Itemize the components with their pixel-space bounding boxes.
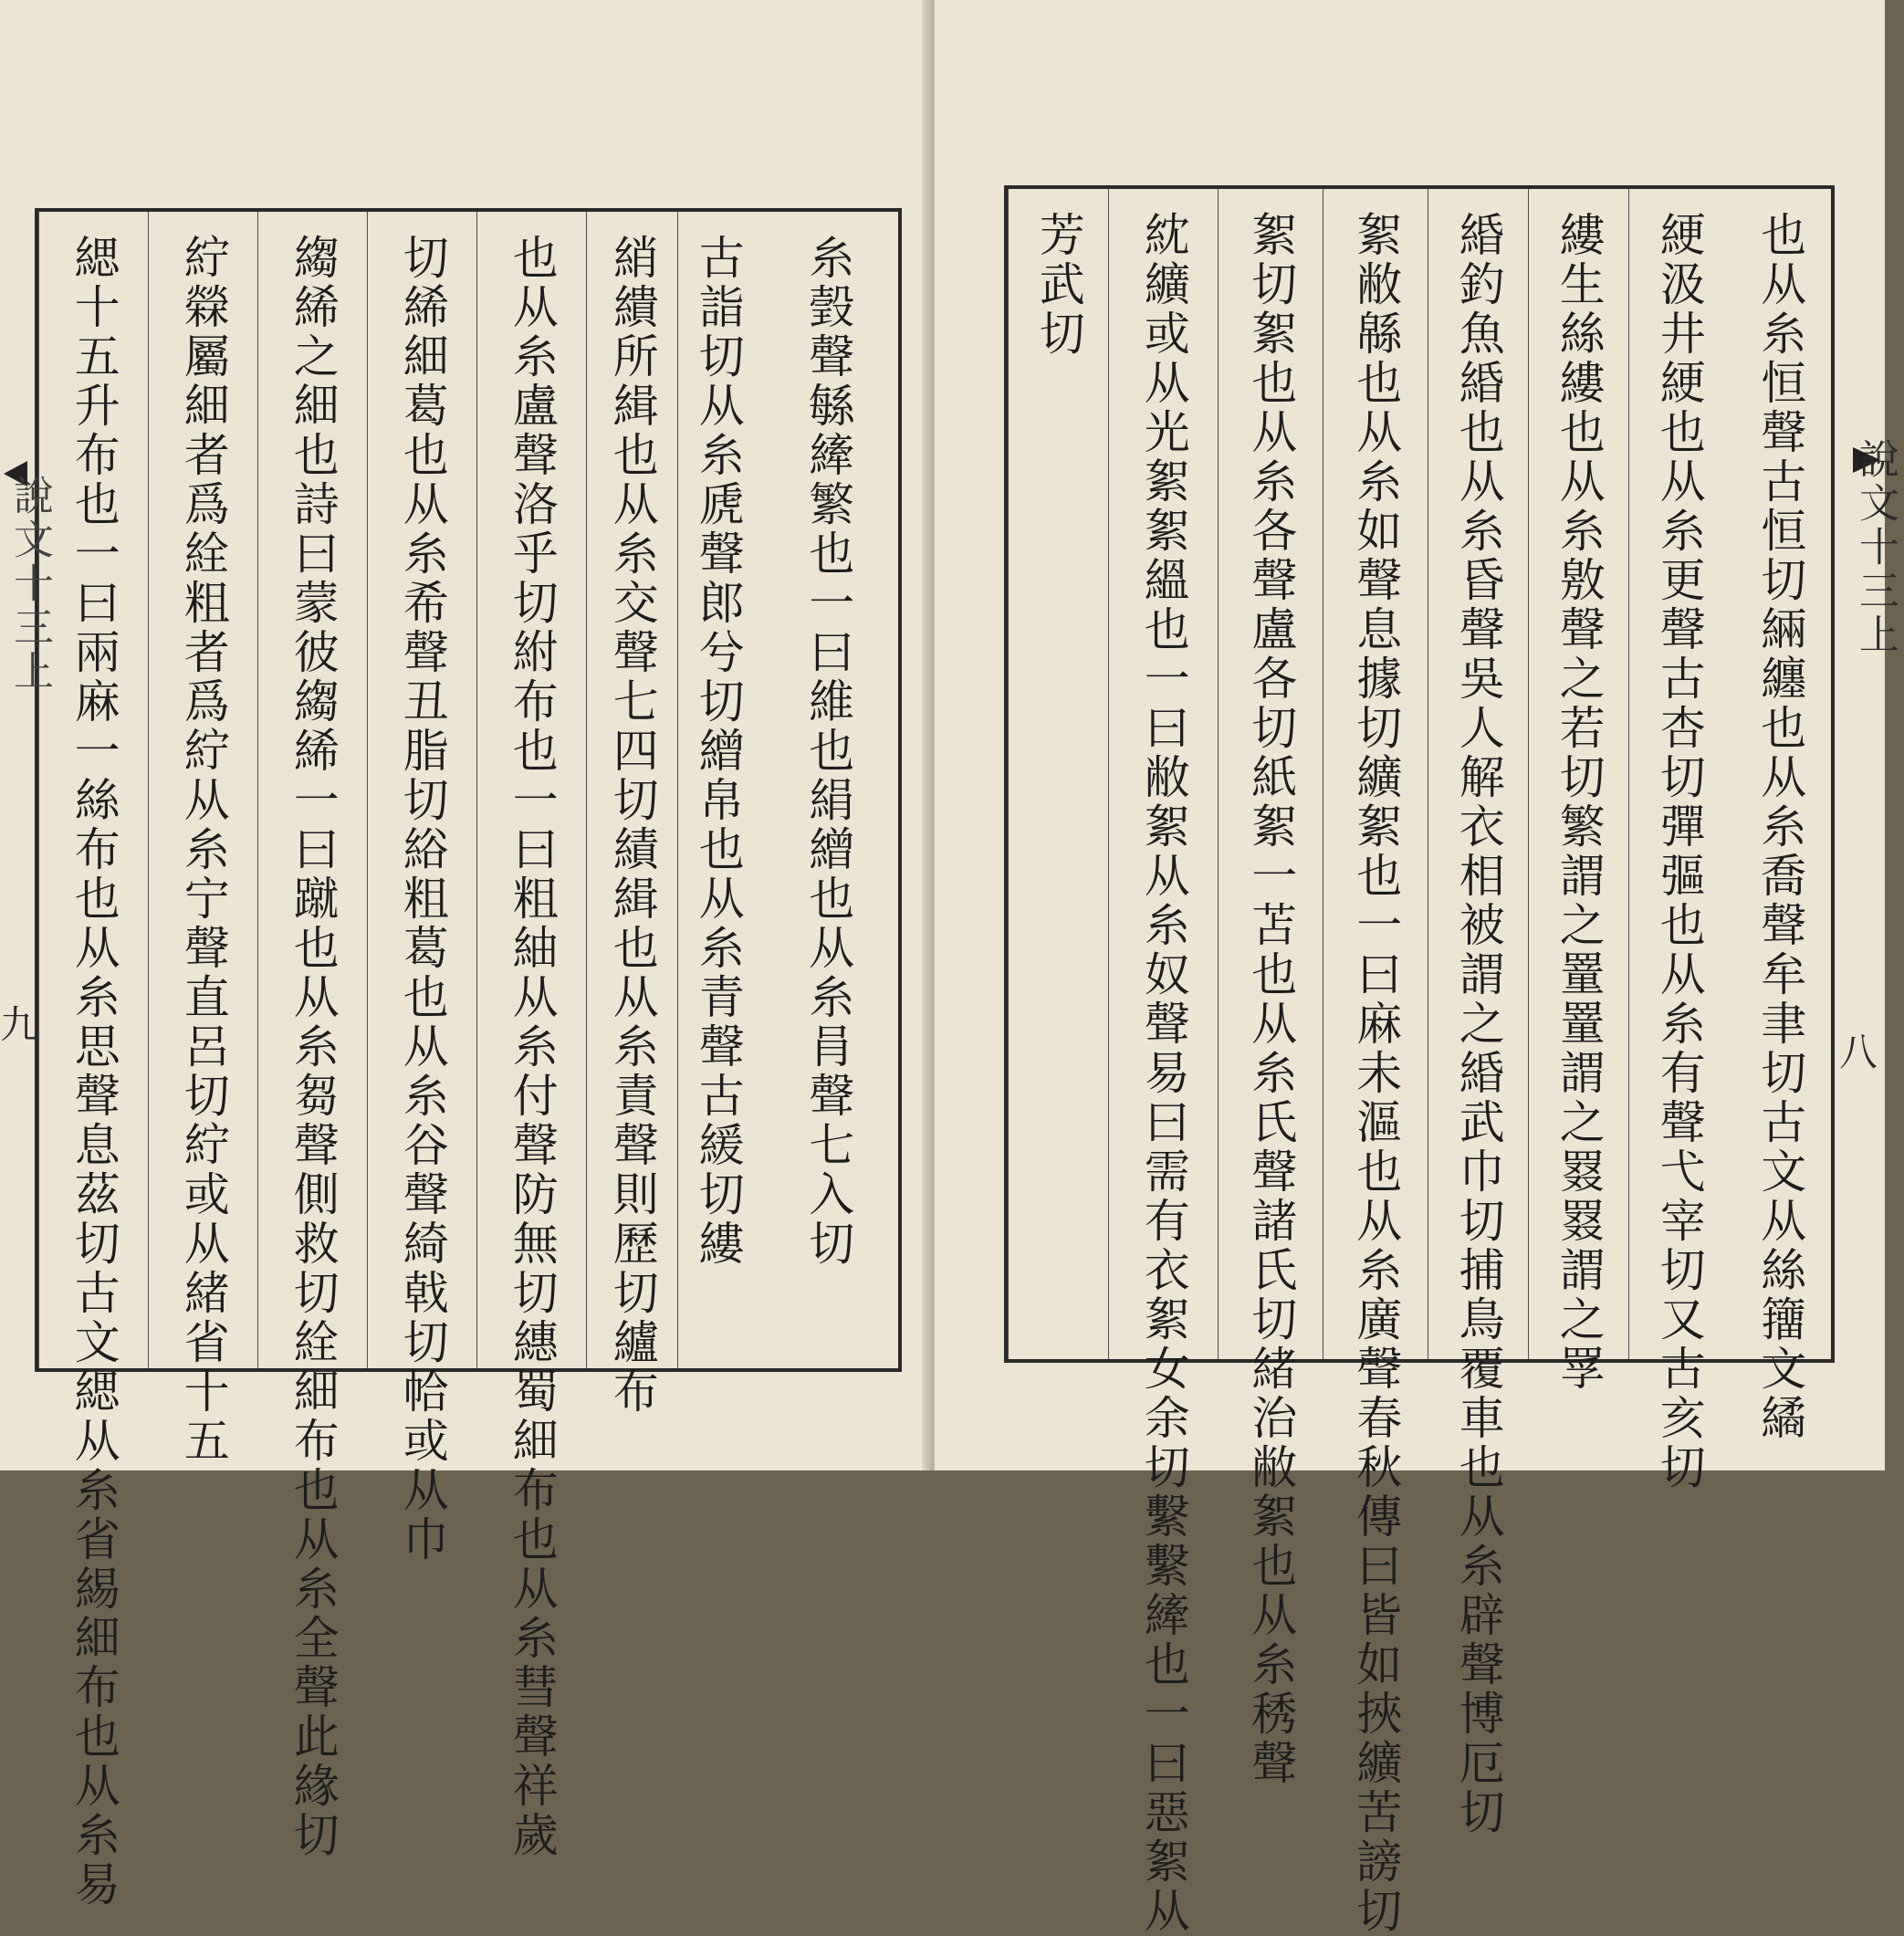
column-text: 緦十五升布也一曰兩麻一絲布也从糸思聲息茲切古文緦从糸省緆細布也从糸易 (67, 234, 120, 1910)
text-column (1628, 189, 1729, 1492)
text-column (1729, 189, 1831, 1443)
text-column (758, 212, 898, 1368)
text-column (1108, 189, 1218, 1936)
text-column (38, 212, 148, 1910)
text-column (586, 212, 677, 1417)
text-column (367, 212, 476, 1564)
text-column (257, 212, 367, 1860)
column-text: 也从糸盧聲洛乎切紨布也一曰粗紬从糸付聲防無切繐蜀細布也从糸彗聲祥歲 (505, 234, 559, 1860)
fold-page-number: 九 (0, 1002, 39, 1047)
column-text: 紞纊或从光絮絮縕也一曰敝絮从糸奴聲易曰需有衣絮女余切繫繫縴也一曰惡絮从 (1136, 211, 1190, 1936)
left-page (0, 0, 933, 1910)
column-text: 古詣切从糸虒聲郎兮切繒帛也从糸青聲古緩切縷 (691, 234, 745, 1269)
text-column (1428, 189, 1528, 1837)
text-column (1008, 189, 1108, 1359)
text-column (476, 212, 586, 1860)
column-text: 緍釣魚緍也从糸昏聲吳人解衣相被謂之緍武巾切捕鳥覆車也从糸辟聲博厄切 (1451, 211, 1505, 1837)
text-column (148, 212, 257, 1466)
right-page-text-frame (1004, 185, 1835, 1936)
text-column (1218, 189, 1323, 1788)
left-page-text-frame (35, 208, 902, 1910)
column-text: 也从糸恒聲古恒切緉纏也从糸喬聲牟聿切古文从絲籒文繘 (1753, 211, 1807, 1443)
text-column (677, 212, 758, 1368)
text-column (1323, 189, 1428, 1936)
column-text: 芳武切 (1031, 211, 1085, 359)
right-page (935, 0, 1885, 1936)
column-text: 糸瑴聲緐縴繁也一曰維也絹繒也从糸肙聲七入切 (801, 234, 855, 1269)
column-text: 縐絺之細也詩曰蒙彼縐絺一曰蹴也从糸芻聲側救切絟細布也从糸全聲此緣切 (286, 234, 340, 1860)
column-text: 綃繢所緝也从糸交聲七四切績緝也从糸責聲則歷切纑布 (605, 234, 659, 1417)
fold-page-number: 八 (1839, 1030, 1878, 1074)
text-column (1528, 189, 1628, 1394)
column-text: 縷生絲縷也从糸敫聲之若切繁謂之罿罿謂之罬罬謂之罦 (1552, 211, 1606, 1394)
column-text: 絮切絮也从糸各聲盧各切紙絮一苫也从糸氏聲諸氏切緒治敝絮也从糸䅎聲 (1244, 211, 1298, 1788)
column-text: 切絺細葛也从糸希聲丑脂切綌粗葛也从糸谷聲綺戟切帢或从巾 (395, 234, 449, 1564)
fold-label: 說文十三上 (6, 475, 53, 694)
fold-label: 說文十三上 (1852, 438, 1899, 657)
column-text: 紵檾屬細者爲絟粗者爲紵从糸宁聲直呂切紵或从緒省十五 (176, 234, 230, 1466)
column-text: 絮敝緜也从糸如聲息據切纊絮也一曰麻未漚也从糸廣聲春秋傳曰皆如挾纊苦謗切 (1349, 211, 1403, 1936)
column-text: 綆汲井綆也从糸更聲古杏切彈彄也从糸有聲弋宰切又古亥切 (1652, 211, 1706, 1492)
